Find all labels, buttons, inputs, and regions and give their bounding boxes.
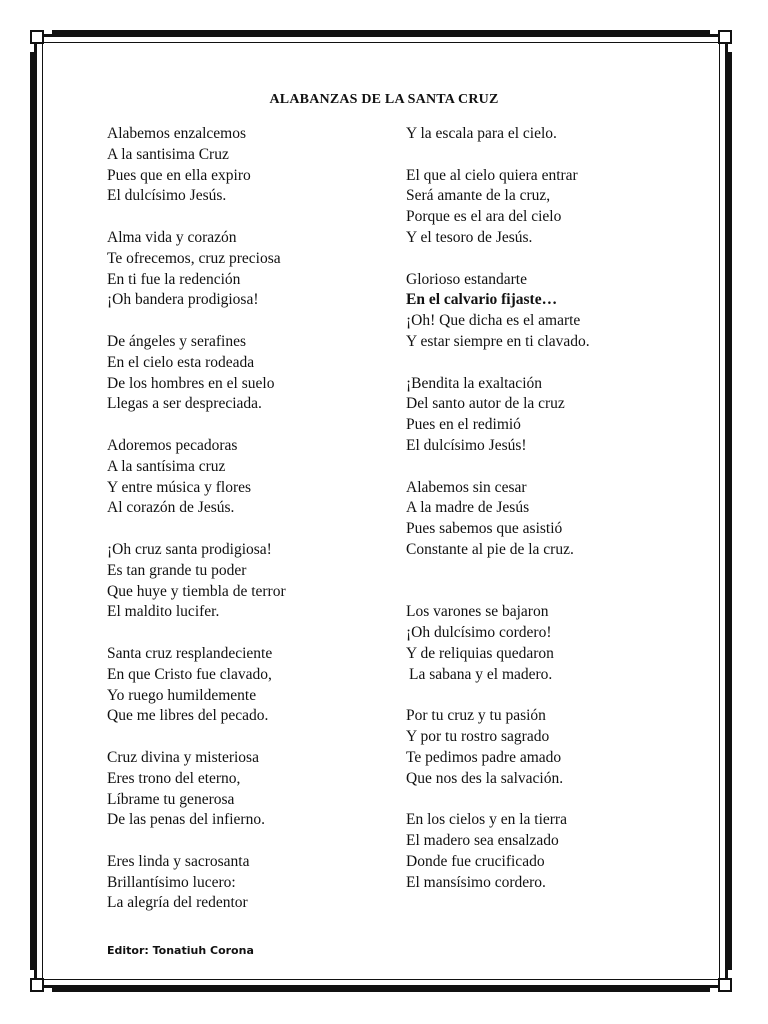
verse-line: Alma vida y corazón — [107, 228, 237, 246]
verse-line: Pues en el redimió — [406, 416, 521, 434]
verse-line: Brillantísimo lucero: — [107, 873, 236, 891]
verse-line: De las penas del infierno. — [107, 811, 265, 829]
stanza — [107, 332, 387, 415]
stanza — [406, 166, 706, 249]
border-corner-top-right — [718, 30, 732, 44]
verse-line-bold: En el calvario fijaste… — [406, 291, 558, 309]
verse-line: Cruz divina y misteriosa — [107, 748, 259, 766]
stanza — [107, 436, 387, 519]
verse-line: En los cielos y en la tierra — [406, 811, 567, 829]
verse-line: ¡Oh bandera prodigiosa! — [107, 291, 259, 309]
verse-line: El dulcísimo Jesús. — [107, 187, 227, 205]
verse-line: Y de reliquias quedaron — [406, 644, 554, 662]
verse-line: En el cielo esta rodeada — [107, 353, 255, 371]
verse-line: Por tu cruz y tu pasión — [406, 707, 546, 725]
verse-line: Te pedimos padre amado — [406, 748, 562, 766]
verse-line: Donde fue crucificado — [406, 852, 545, 870]
verse-line: Constante al pie de la cruz. — [406, 540, 574, 558]
page-title: ALABANZAS DE LA SANTA CRUZ — [269, 92, 499, 107]
verse-line: Yo ruego humildemente — [107, 686, 257, 704]
verse-line: Adoremos pecadoras — [107, 436, 238, 454]
border-bar-left — [30, 52, 37, 970]
verse-line: La alegría del redentor — [107, 894, 248, 912]
verse-line: Y el tesoro de Jesús. — [406, 228, 533, 246]
stanza — [107, 124, 387, 207]
stanza — [406, 602, 706, 685]
stanza — [406, 270, 706, 353]
verse-line: Eres trono del eterno, — [107, 769, 241, 787]
verse-line: El que al cielo quiera entrar — [406, 166, 578, 184]
verse-line: Alabemos sin cesar — [406, 478, 527, 496]
verse-line: Y por tu rostro sagrado — [406, 728, 550, 746]
verse-line: ¡Oh! Que dicha es el amarte — [406, 312, 581, 330]
verse-line: El maldito lucifer. — [107, 603, 220, 621]
verse-line: Y entre música y flores — [107, 478, 252, 496]
border-corner-bottom-right — [718, 978, 732, 992]
verse-line: Porque es el ara del cielo — [406, 208, 562, 226]
verse-line: ¡Bendita la exaltación — [406, 374, 542, 392]
verse-line: De ángeles y serafines — [107, 332, 247, 350]
verse-line: A la madre de Jesús — [406, 499, 530, 517]
border-bar-top — [52, 30, 710, 37]
verse-line: De los hombres en el suelo — [107, 374, 275, 392]
border-bar-bottom — [52, 985, 710, 992]
verse-line: El madero sea ensalzado — [406, 832, 559, 850]
verse-line: Santa cruz resplandeciente — [107, 644, 273, 662]
stanza — [406, 810, 706, 893]
editor-credit: Editor: Tonatiuh Corona — [107, 944, 254, 957]
verse-line: Pues que en ella expiro — [107, 166, 251, 184]
verse-line: La sabana y el madero. — [409, 665, 553, 683]
stanza — [107, 644, 387, 727]
verse-line: En que Cristo fue clavado, — [107, 665, 272, 683]
verse-line: Es tan grande tu poder — [107, 561, 247, 579]
verse-line: ¡Oh cruz santa prodigiosa! — [107, 540, 272, 558]
verse-line: Glorioso estandarte — [406, 270, 527, 288]
verse-line: A la santísima cruz — [107, 457, 226, 475]
border-corner-top-left — [30, 30, 44, 44]
verse-line: Los varones se bajaron — [406, 603, 549, 621]
verse-line: En ti fue la redención — [107, 270, 241, 288]
stanza — [406, 706, 706, 789]
verse-line: Eres linda y sacrosanta — [107, 852, 250, 870]
verse-line: Alabemos enzalcemos — [107, 125, 247, 142]
verse-line: El dulcísimo Jesús! — [406, 436, 527, 454]
verse-line: Y estar siempre en ti clavado. — [406, 332, 590, 350]
stanza — [406, 124, 706, 145]
stanza — [406, 374, 706, 457]
stanza — [107, 540, 387, 623]
verse-line: El mansísimo cordero. — [406, 873, 546, 891]
verse-line: ¡Oh dulcísimo cordero! — [406, 624, 552, 642]
border-corner-bottom-left — [30, 978, 44, 992]
verse-line: Te ofrecemos, cruz preciosa — [107, 249, 281, 267]
verse-line: Del santo autor de la cruz — [406, 395, 565, 413]
verse-line: Al corazón de Jesús. — [107, 499, 235, 517]
verse-line: Y la escala para el cielo. — [406, 125, 557, 142]
stanza — [107, 748, 387, 831]
verse-line: Será amante de la cruz, — [406, 187, 551, 205]
border-bar-right — [725, 52, 732, 970]
left-column — [107, 124, 387, 935]
stanza — [107, 228, 387, 311]
verse-line: A la santisima Cruz — [107, 145, 229, 163]
right-column — [406, 124, 706, 914]
verse-line: Llegas a ser despreciada. — [107, 395, 262, 413]
verse-line: Que me libres del pecado. — [107, 707, 269, 725]
stanza — [406, 478, 706, 561]
verse-line: Que nos des la salvación. — [406, 769, 564, 787]
stanza — [107, 852, 387, 914]
verse-line: Pues sabemos que asistió — [406, 520, 563, 538]
verse-line: Que huye y tiembla de terror — [107, 582, 286, 600]
verse-line: Líbrame tu generosa — [107, 790, 235, 808]
